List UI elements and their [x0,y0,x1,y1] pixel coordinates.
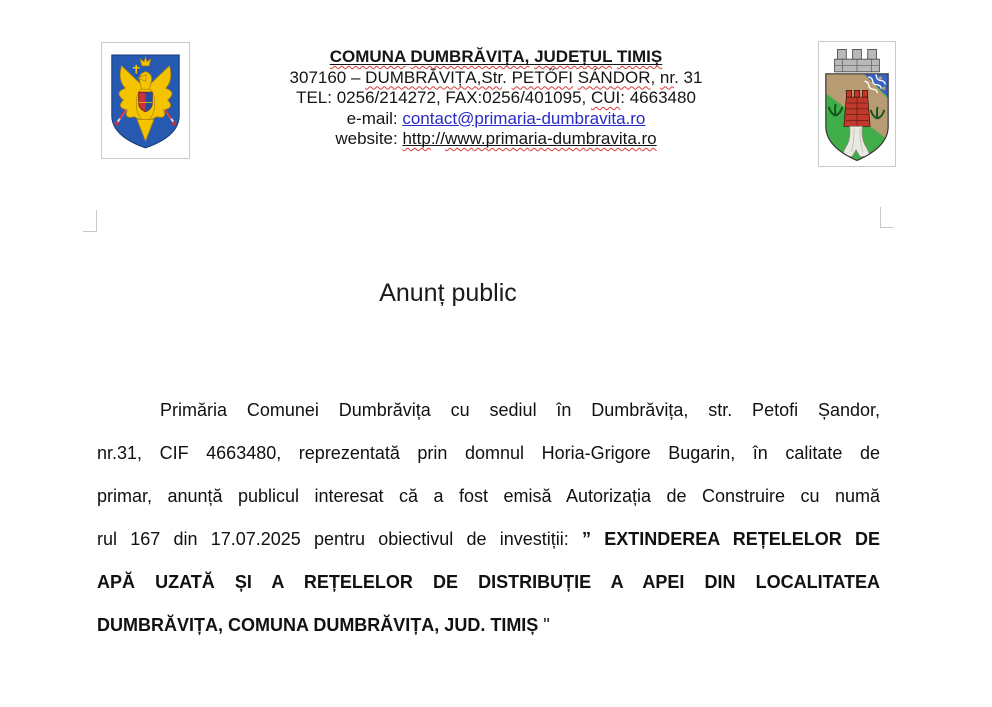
margin-crop-mark-right [880,207,894,228]
website-link[interactable]: http://www.primaria-dumbravita.ro [402,129,657,148]
page-title: Anunț public [379,279,517,307]
email-link[interactable]: contact@primaria-dumbravita.ro [402,108,646,128]
body-line-1: Primăria Comunei Dumbrăvița cu sediul în Dumbrăvița, str. Petofi Șandor, [160,400,880,420]
romania-coat-of-arms-icon [102,42,189,159]
body-line-5: APĂ UZATĂ ȘI A REȚELELOR DE DISTRIBUȚIE A APEI DIN LOCALITATEA [97,572,880,592]
letterhead [196,47,796,150]
email-line [196,109,796,130]
website-line [196,129,796,150]
address-line: 307160 – DUMBRĂVIȚA,Str. PETŐFI SÁNDOR, nr. 31 [289,67,703,87]
dumbravita-coat-of-arms [818,41,896,167]
margin-crop-mark-left [83,210,97,232]
body-line-6: DUMBRĂVIȚA, COMUNA DUMBRĂVIȚA, JUD. TIMIȘ " [97,615,550,635]
org-name-line: COMUNA DUMBRĂVIȚA, JUDEȚUL TIMIȘ [329,47,663,66]
website-label: website: [335,129,403,148]
romania-coat-of-arms [101,42,190,159]
contact-line: TEL: 0256/214272, FAX:0256/401095, CUI: 4663480 [296,88,696,107]
email-label: e-mail: [346,108,403,128]
dumbravita-coat-of-arms-icon [819,41,895,167]
announcement-body [97,389,880,647]
body-line-2: nr.31, CIF 4663480, reprezentată prin domnul Horia-Grigore Bugarin, în calitate de [97,443,880,463]
body-line-3: primar, anunță publicul interesat că a fost emisă Autorizația de Construire cu numă [97,486,880,506]
body-line-4: rul 167 din 17.07.2025 pentru obiectivul de investiții: ” EXTINDEREA REȚELELOR DE [97,529,881,549]
